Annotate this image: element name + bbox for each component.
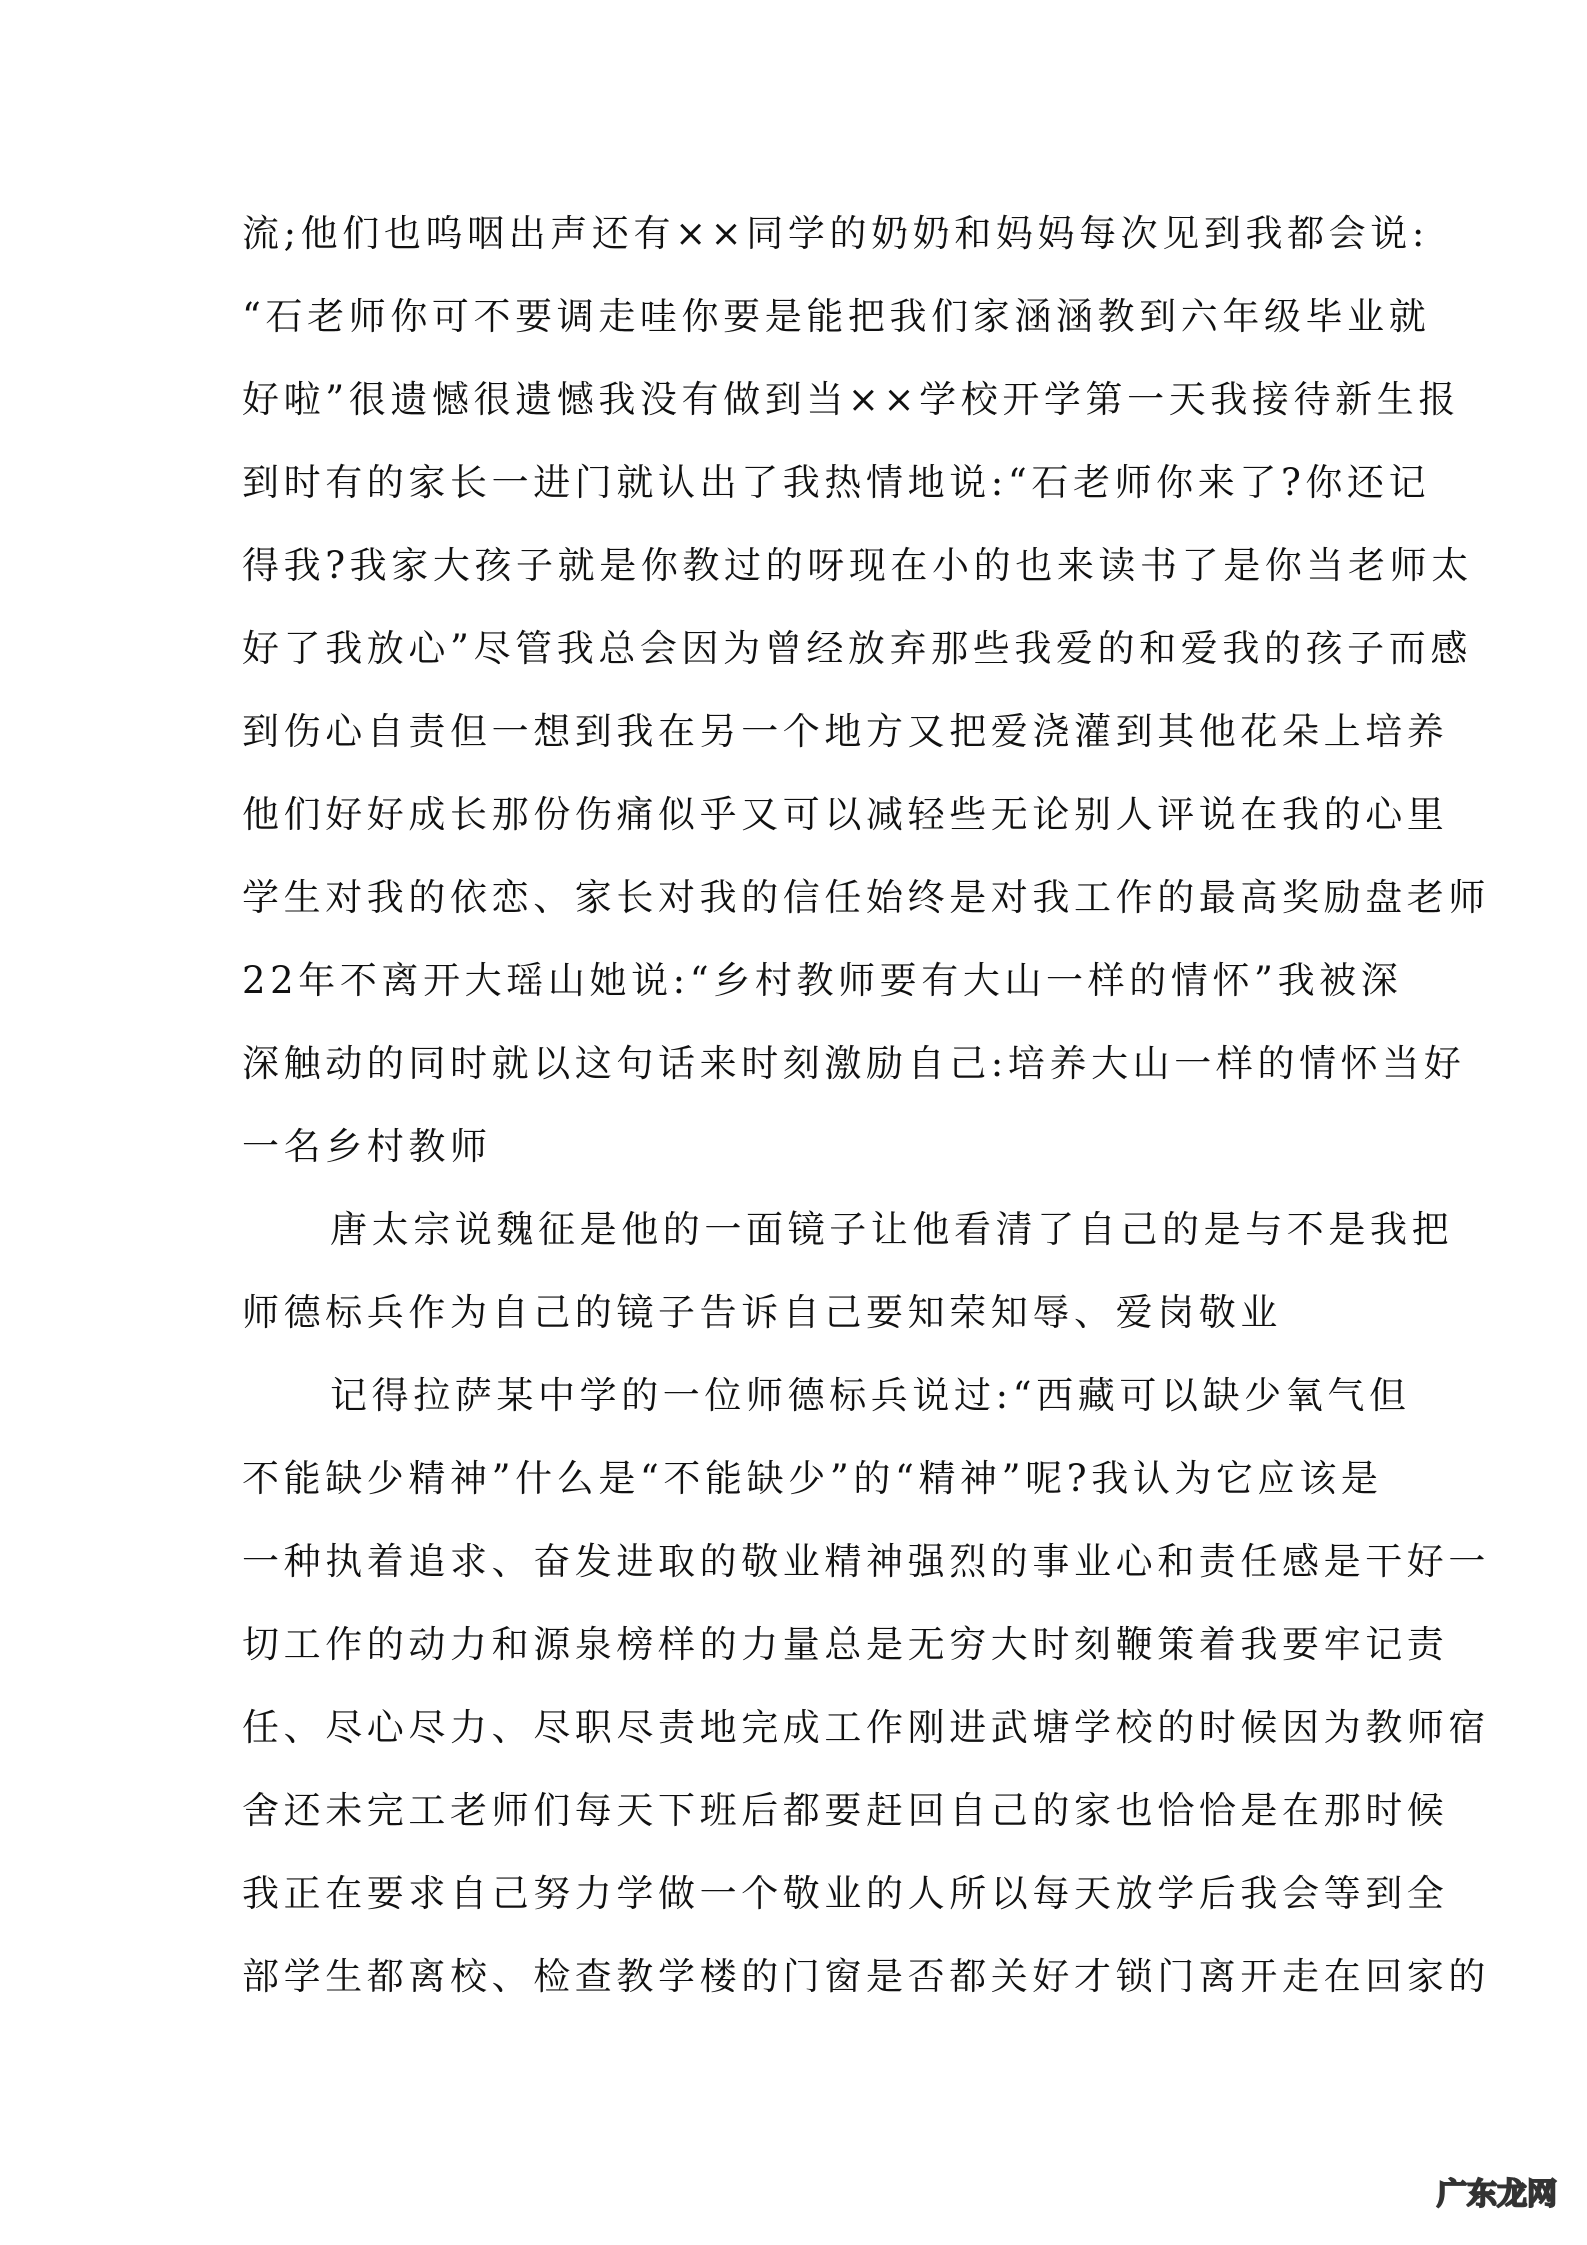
document-page — [242, 192, 1490, 2018]
text-line: 22年不离开大瑶山她说:“乡村教师要有大山一样的情怀”我被深 — [242, 959, 1403, 1002]
text-line: 他们好好成长那份伤痛似乎又可以减轻些无论别人评说在我的心里 — [242, 793, 1449, 836]
text-line: 一种执着追求、奋发进取的敬业精神强烈的事业心和责任感是干好一 — [242, 1540, 1490, 1583]
text-line: 学生对我的依恋、家长对我的信任始终是对我工作的最高奖励盘老师 — [242, 876, 1490, 919]
text-line: 部学生都离校、检查教学楼的门窗是否都关好才锁门离开走在回家的 — [242, 1955, 1490, 1998]
text-line: “石老师你可不要调走哇你要是能把我们家涵涵教到六年级毕业就 — [242, 295, 1431, 338]
text-line: 师德标兵作为自己的镜子告诉自己要知荣知辱、爱岗敬业 — [242, 1291, 1282, 1334]
text-line: 流;他们也呜咽出声还有××同学的奶奶和妈妈每次见到我都会说: — [242, 212, 1429, 255]
text-line: 到伤心自责但一想到我在另一个地方又把爱浇灌到其他花朵上培养 — [242, 710, 1449, 753]
text-line: 到时有的家长一进门就认出了我热情地说:“石老师你来了?你还记 — [242, 461, 1431, 504]
text-line: 记得拉萨某中学的一位师德标兵说过:“西藏可以缺少氧气但 — [330, 1374, 1411, 1417]
site-watermark: 广东龙网 — [1437, 2177, 1557, 2212]
text-line: 不能缺少精神”什么是“不能缺少”的“精神”呢?我认为它应该是 — [242, 1457, 1383, 1500]
text-line: 深触动的同时就以这句话来时刻激励自己:培养大山一样的情怀当好 — [242, 1042, 1466, 1085]
text-line: 任、尽心尽力、尽职尽责地完成工作刚进武塘学校的时候因为教师宿 — [242, 1706, 1490, 1749]
text-line: 一名乡村教师 — [242, 1125, 492, 1168]
text-line: 舍还未完工老师们每天下班后都要赶回自己的家也恰恰是在那时候 — [242, 1789, 1449, 1832]
text-line: 唐太宗说魏征是他的一面镜子让他看清了自己的是与不是我把 — [330, 1208, 1454, 1251]
text-line: 好了我放心”尽管我总会因为曾经放弃那些我爱的和爱我的孩子而感 — [242, 627, 1472, 670]
text-line: 我正在要求自己努力学做一个敬业的人所以每天放学后我会等到全 — [242, 1872, 1449, 1915]
text-line: 切工作的动力和源泉榜样的力量总是无穷大时刻鞭策着我要牢记责 — [242, 1623, 1449, 1666]
text-line: 好啦”很遗憾很遗憾我没有做到当××学校开学第一天我接待新生报 — [242, 378, 1460, 421]
text-line: 得我?我家大孩子就是你教过的呀现在小的也来读书了是你当老师太 — [242, 544, 1473, 587]
